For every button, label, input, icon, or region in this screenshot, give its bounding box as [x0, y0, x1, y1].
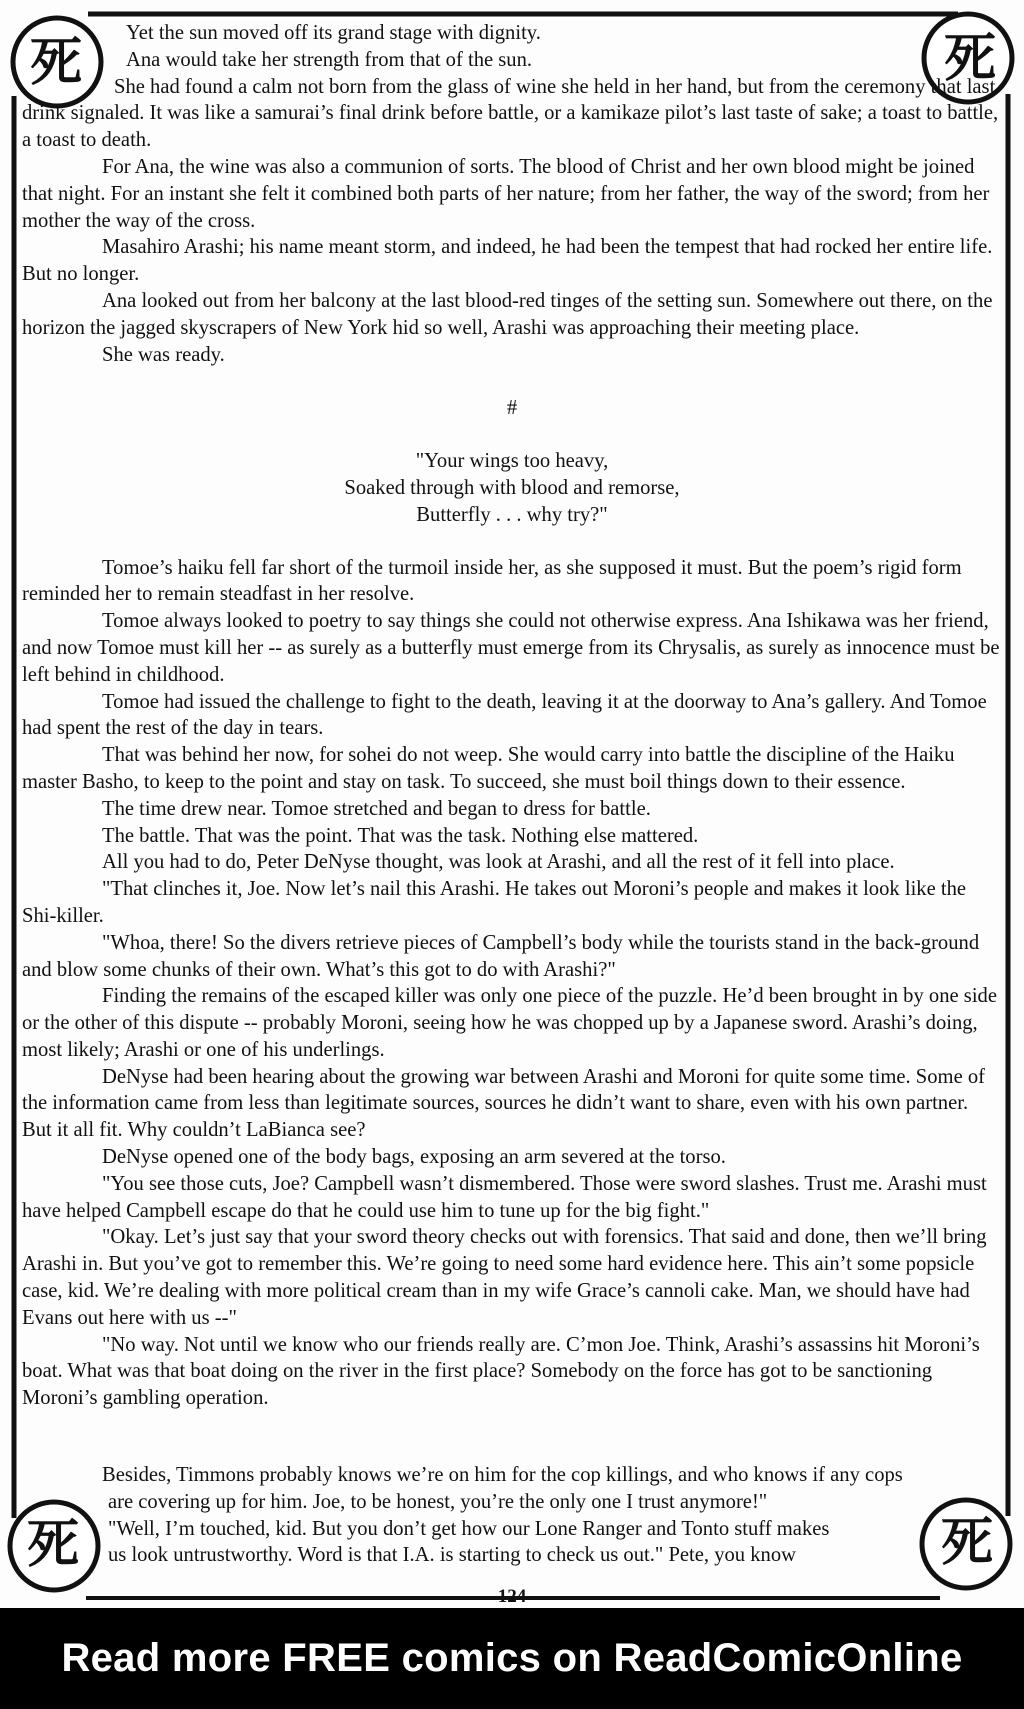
paragraph: That was behind her now, for sohei do not weep. She would carry into battle the discipline of the Haiku master Basho, to keep to the point and stay on task. To succeed, she must boil things down to their essence.	[22, 744, 955, 793]
text-line: "Well, I’m touched, kid. But you don’t get how our Lone Ranger and Tonto stuff makes	[108, 1517, 830, 1540]
section-separator: #	[506, 397, 518, 420]
banner-text[interactable]: Read more FREE comics on ReadComicOnline	[61, 1636, 963, 1680]
paragraph: She was ready.	[102, 343, 225, 366]
paragraph: Tomoe’s haiku fell far short of the turmoil inside her, as she supposed it must. But the poem’s rigid form reminded her to remain steadfast in her resolve.	[22, 556, 962, 606]
text-line: are covering up for him. Joe, to be honest, you’re the only one I trust anymore!"	[108, 1490, 768, 1513]
paragraph: "Okay. Let’s just say that your sword theory checks out with forensics. That said and done, then we’ll bring Arashi in. But you’ve got to remember this. We’re going to need some hard evidence here. This ain’t some popsicle case, kid. We’re dealing with more political cream than in my wife Grace’s cannoli cake. Man, we should have had Evans out here with us --"	[22, 1226, 987, 1329]
page-number: 124	[497, 1586, 527, 1607]
paragraph: "You see those cuts, Joe? Campbell wasn’t dismembered. Those were sword slashes. Trust me. Arashi must have helped Campbell escape do that he could use him to tune up for the big fight."	[22, 1172, 987, 1222]
poem-line: Soaked through with blood and remorse,	[344, 476, 680, 499]
poem-line: "Your wings too heavy,	[415, 450, 609, 473]
kanji-corner-top-right: 死	[943, 29, 996, 89]
promo-banner[interactable]	[0, 1608, 1024, 1709]
paragraph-text: She had found a calm not born from the glass of wine she held in her hand, but from the ceremony that last drink signaled. It was like a samurai’s final drink before battle, or a kamikaze pilot’s last taste of sake; a toast to battle, a toast to death.	[22, 75, 999, 152]
kanji-corner-bottom-left: 死	[26, 1515, 79, 1575]
kanji-corner-top-left: 死	[29, 33, 82, 93]
paragraph: Tomoe had issued the challenge to fight to the death, leaving it at the doorway to Ana’s gallery. And Tomoe had spent the rest of the day in tears.	[22, 690, 987, 740]
closing-text	[22, 1462, 1002, 1569]
paragraph: Ana looked out from her balcony at the last blood-red tinges of the setting sun. Somewhere out there, on the horizon the jagged skyscrapers of New York hid so well, Arashi was approaching their meeting place.	[22, 289, 993, 339]
paragraph: Masahiro Arashi; his name meant storm, and indeed, he had been the tempest that had rocked her entire life. But no longer.	[22, 236, 993, 286]
paragraph: All you had to do, Peter DeNyse thought, was look at Arashi, and all the rest of it fell into place.	[102, 851, 895, 874]
paragraph: "No way. Not until we know who our friends really are. C’mon Joe. Think, Arashi’s assassins hit Moroni’s boat. What was that boat doing on the river in the first place? Somebody on the force has got to be sanctioning Moroni’s gambling operation.	[22, 1333, 980, 1410]
poem-line: Butterfly . . . why try?"	[416, 503, 608, 526]
paragraph: Finding the remains of the escaped killer was only one piece of the puzzle. He’d been brought in by one side or the other of this dispute -- probably Moroni, seeing how he was chopped up by a Japanese sword. Arashi’s doing, most likely; Arashi or one of his underlings.	[22, 985, 997, 1061]
story-text	[22, 20, 1002, 1412]
paragraph: For Ana, the wine was also a communion of sorts. The blood of Christ and her own blood might be joined that night. For an instant she felt it combined both parts of her nature; from her father, the way of the sword; from her mother the way of the cross.	[22, 155, 990, 232]
paragraph: Yet the sun moved off its grand stage with dignity.	[126, 22, 541, 44]
haiku-poem	[22, 448, 1002, 528]
paragraph: The time drew near. Tomoe stretched and began to dress for battle.	[102, 797, 651, 820]
paragraph: Tomoe always looked to poetry to say things she could not otherwise express. Ana Ishikawa was her friend, and now Tomoe must kill her -- as surely as a butterfly must emerge from its Chrysalis, as surely as innocence must be left behind in childhood.	[22, 610, 1000, 686]
paragraph: "Whoa, there! So the divers retrieve pieces of Campbell’s body while the tourists stand in the back-ground and blow some chunks of their own. What’s this got to do with Arashi?"	[22, 931, 980, 981]
paragraph: "That clinches it, Joe. Now let’s nail this Arashi. He takes out Moroni’s people and makes it look like the Shi-killer.	[22, 878, 967, 927]
text-line: us look untrustworthy. Word is that I.A. is starting to check us out." Pete, you know	[108, 1544, 796, 1567]
paragraph: DeNyse opened one of the body bags, exposing an arm severed at the torso.	[102, 1146, 726, 1169]
paragraph: DeNyse had been hearing about the growing war between Arashi and Moroni for quite some time. Some of the information came from less than legitimate sources, sources he didn’t want to share, even with his own partner. But it all fit. Why couldn’t LaBianca see?	[22, 1065, 986, 1142]
paragraph: The battle. That was the point. That was the task. Nothing else mattered.	[102, 824, 699, 847]
paragraph	[22, 74, 1002, 154]
text-line: Besides, Timmons probably knows we’re on him for the cop killings, and who knows if any cops	[102, 1464, 903, 1486]
paragraph: Ana would take her strength from that of the sun.	[126, 48, 533, 71]
kanji-corner-bottom-right: 死	[940, 1513, 993, 1573]
